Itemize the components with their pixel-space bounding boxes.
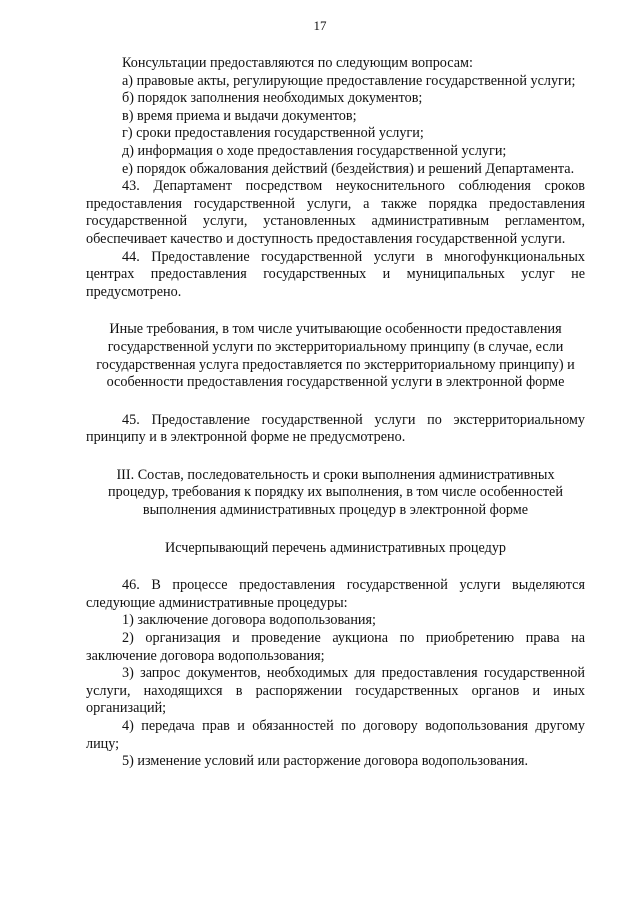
procedure-item-5: 5) изменение условий или расторжение договора водопользования.	[122, 753, 529, 770]
page-number: 17	[313, 18, 327, 33]
list-item-a: а) правовые акты, регулирующие предоставление государственной услуги;	[122, 72, 576, 89]
paragraph-46: 46. В процессе предоставления государственной услуги выделяются следующие административные процедуры:	[86, 577, 585, 611]
procedure-item-4: 4) передача прав и обязанностей по договору водопользования другому лицу;	[86, 718, 585, 752]
list-item-d: д) информация о ходе предоставления государственной услуги;	[122, 142, 507, 159]
list-item-v: в) время приема и выдачи документов;	[122, 107, 357, 124]
heading-procedures-list: Исчерпывающий перечень административных процедур	[164, 539, 507, 556]
paragraph-44: 44. Предоставление государственной услуги в многофункциональных центрах предоставления государственных и муниципальных услуг не предусмотрено.	[86, 248, 585, 300]
heading-section-3: III. Состав, последовательность и сроки выполнения административных процедур, требования к порядку их выполнения, в том числе особенностей выполнения административных процедур в электронной форме	[108, 466, 563, 519]
heading-other-requirements: Иные требования, в том числе учитывающие особенности предоставления государственной услуги по экстерриториальному принципу (в случае, если государственная услуга предоставляется по экстерриториальному принципу) и особенности предоставления государственной услуги в электронной форме	[96, 321, 575, 391]
procedure-item-3: 3) запрос документов, необходимых для предоставления государственной услуги, находящихся в распоряжении государственных органов и иных организаций;	[86, 665, 585, 717]
paragraph-45: 45. Предоставление государственной услуги по экстерриториальному принципу и в электронной форме не предусмотрено.	[86, 411, 585, 446]
paragraph-consultations-intro: Консультации предоставляются по следующим вопросам:	[122, 55, 473, 71]
paragraph-43: 43. Департамент посредством неукоснительного соблюдения сроков предоставления государственной услуги, а также порядка предоставления государственной услуги, установленных административным регламентом, обеспечивает качество и доступность предоставления государственной услуги.	[86, 178, 585, 247]
list-item-e: е) порядок обжалования действий (бездействия) и решений Департамента.	[122, 160, 575, 177]
list-item-g: г) сроки предоставления государственной услуги;	[122, 125, 424, 142]
procedure-item-2: 2) организация и проведение аукциона по приобретению права на заключение договора водопользования;	[86, 630, 585, 664]
procedure-item-1: 1) заключение договора водопользования;	[122, 612, 376, 629]
document-body	[86, 55, 585, 771]
list-item-b: б) порядок заполнения необходимых документов;	[122, 90, 423, 107]
